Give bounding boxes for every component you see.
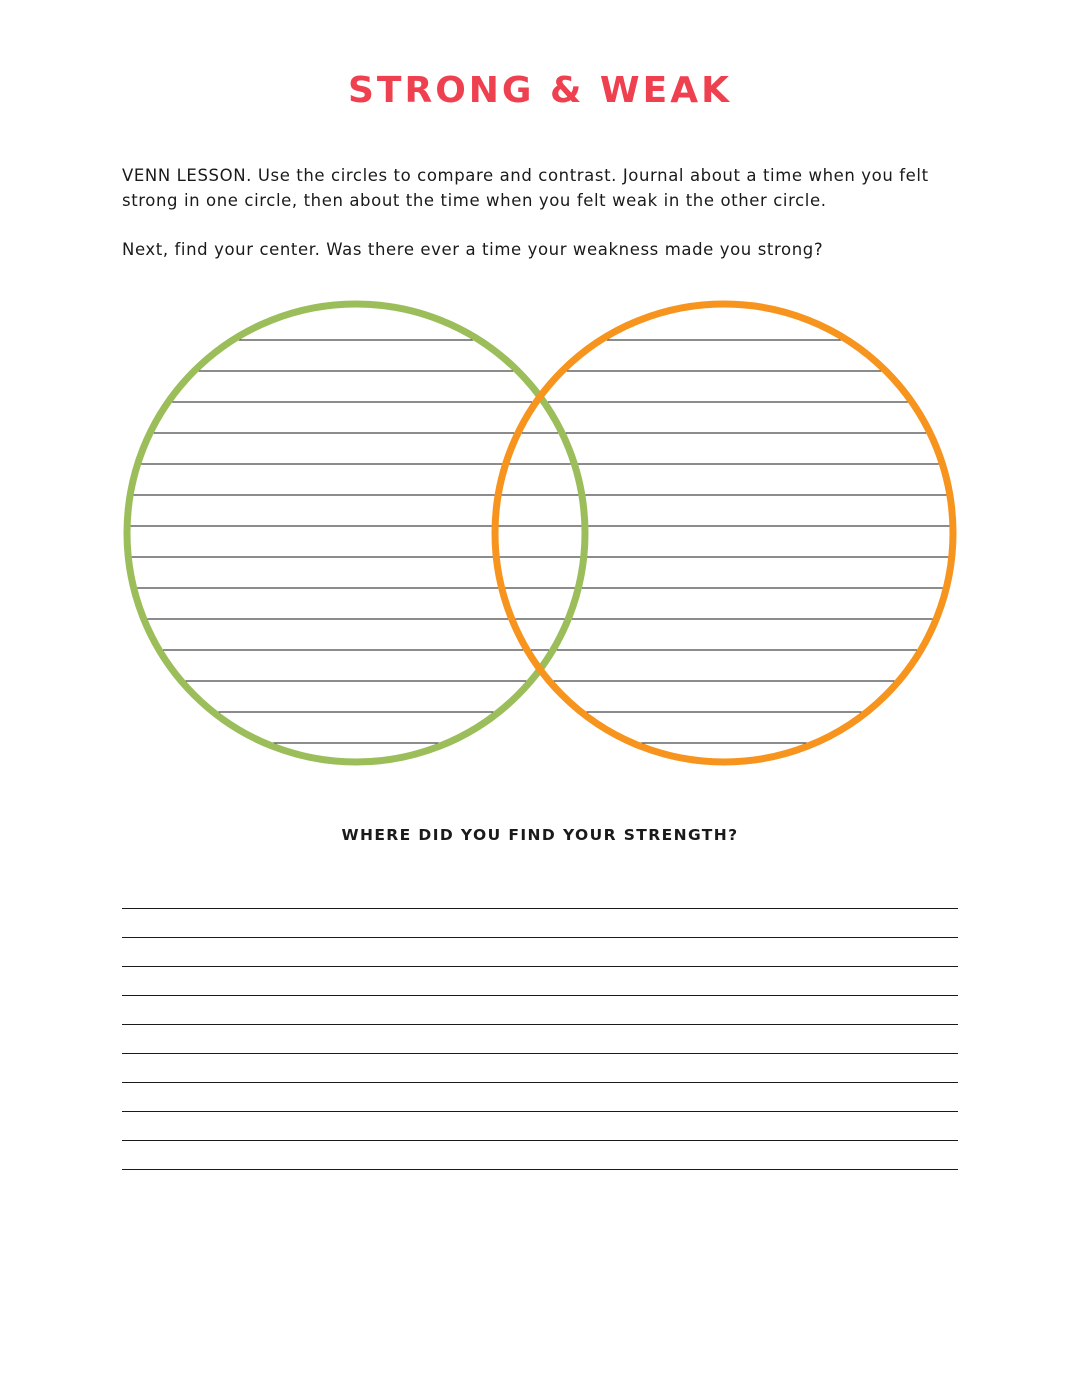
answer-line[interactable] [122,908,958,909]
strong-circle [127,304,585,762]
left-circle-writing-lines[interactable] [129,340,583,743]
answer-line[interactable] [122,937,958,938]
answer-line[interactable] [122,1111,958,1112]
answer-line[interactable] [122,1053,958,1054]
page-title: STRONG & WEAK [347,70,732,111]
right-circle-writing-lines[interactable] [497,340,951,743]
instructions-paragraph: VENN LESSON. Use the circles to compare and contrast. Journal about a time when you felt strong in one circle, then about the time when you felt weak in the other circle. [122,166,929,210]
answer-lines[interactable] [122,908,958,1198]
answer-line[interactable] [122,995,958,996]
center-prompt: Next, find your center. Was there ever a time your weakness made you strong? [122,240,824,259]
answer-line[interactable] [122,1082,958,1083]
answer-line[interactable] [122,1024,958,1025]
answer-line[interactable] [122,966,958,967]
reflection-question: WHERE DID YOU FIND YOUR STRENGTH? [341,826,739,844]
answer-line[interactable] [122,1140,958,1141]
weak-circle [495,304,953,762]
answer-line[interactable] [122,1169,958,1170]
